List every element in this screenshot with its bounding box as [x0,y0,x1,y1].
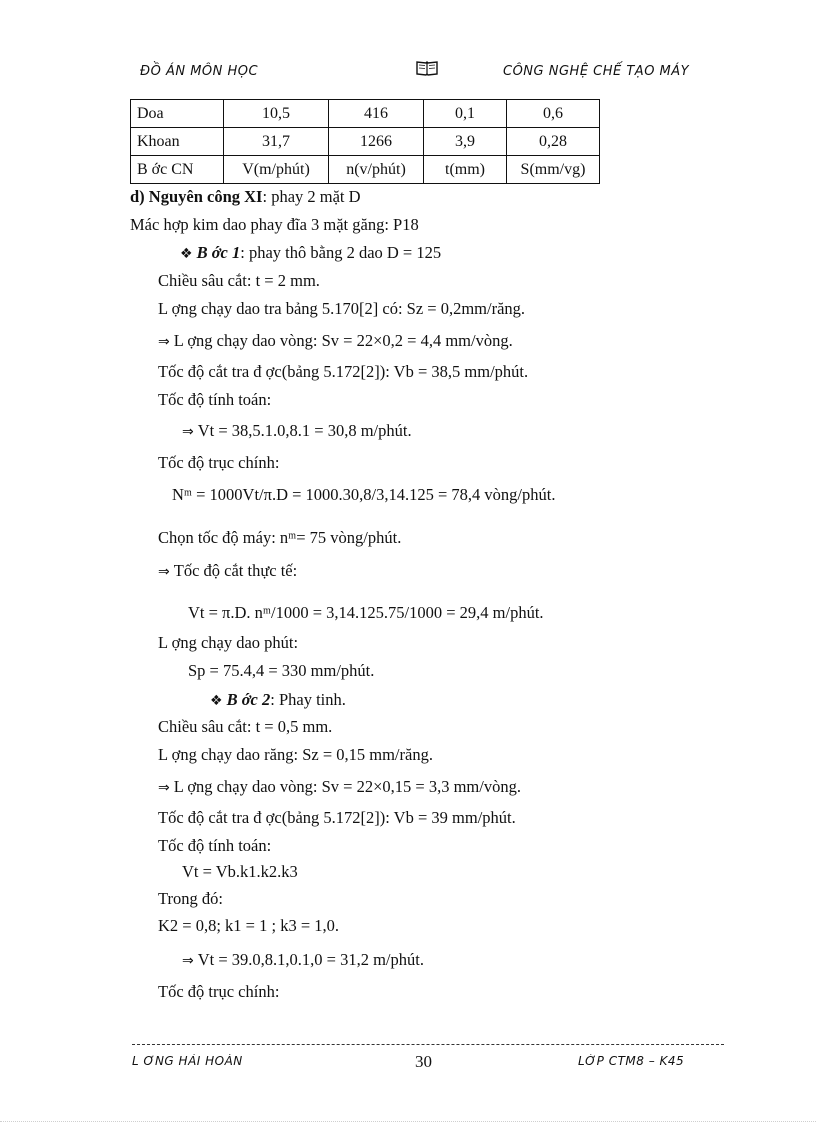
text-line-content: Vt = 38,5.1.0,8.1 = 30,8 m/phút. [197,421,412,440]
page-number: 30 [415,1052,432,1071]
text-line-content: L ợng chạy dao vòng: Sv = 22×0,2 = 4,4 mm/vòng. [173,331,513,350]
table-cell: S(mm/vg) [507,156,600,184]
table-cell: Khoan [131,128,224,156]
text-line [182,421,412,442]
footer-class: LỚP CTM8 – K45 [578,1054,685,1066]
text-line: Tốc độ trục chính: [158,453,280,472]
step-2-title: B ớc 2 [226,690,271,709]
table-cell: V(m/phút) [224,156,329,184]
step-1-description: : phay thô bằng 2 dao D = 125 [240,243,442,262]
tool-material-line: Mác hợp kim dao phay đĩa 3 mặt găng: P18 [130,215,419,234]
implies-arrow-icon: ⇒ [182,953,194,969]
text-line: Chiều sâu cắt: t = 0,5 mm. [158,717,333,736]
header-left-title: ĐỒ ÁN MÔN HỌC [140,64,259,79]
text-line [182,950,424,971]
text-line: Tốc độ cắt tra đ ợc(bảng 5.172[2]): Vb = 38,5 mm/phút. [158,362,529,381]
text-line [158,561,297,582]
footer-author: L ƠNG HẢI HOÀN [132,1054,243,1066]
table-cell: B ớc CN [131,156,224,184]
diamond-bullet-icon: ❖ [210,693,223,709]
table-row [131,128,600,156]
step-1-heading [180,243,441,264]
table-cell: 0,6 [507,100,600,128]
text-line: Tốc độ cắt tra đ ợc(bảng 5.172[2]): Vb = 39 mm/phút. [158,808,516,827]
table-cell: 10,5 [224,100,329,128]
text-line: L ợng chạy dao tra bảng 5.170[2] có: Sz = 0,2mm/răng. [158,299,526,318]
formula-line: Vt = Vb.k1.k2.k3 [182,862,298,881]
text-line: Trong đó: [158,889,223,908]
table-cell: n(v/phút) [329,156,424,184]
table-cell: 0,28 [507,128,600,156]
text-line-content: Vt = 39.0,8.1,0.1,0 = 31,2 m/phút. [197,950,424,969]
table-cell: 0,1 [424,100,507,128]
text-line: Chọn tốc độ máy: nᵐ= 75 vòng/phút. [158,528,402,547]
step-2-heading [210,690,346,711]
text-line [158,331,513,352]
implies-arrow-icon: ⇒ [158,564,170,580]
implies-arrow-icon: ⇒ [158,334,170,350]
text-line-content: Tốc độ cắt thực tế: [173,561,298,580]
table-cell: 3,9 [424,128,507,156]
table-cell: t(mm) [424,156,507,184]
text-line-content: L ợng chạy dao vòng: Sv = 22×0,15 = 3,3 mm/vòng. [173,777,521,796]
diamond-bullet-icon: ❖ [180,246,193,262]
cutting-parameters-table [130,99,600,184]
step-2-description: : Phay tinh. [270,690,346,709]
text-line: Chiều sâu cắt: t = 2 mm. [158,271,320,290]
text-line: Tốc độ tính toán: [158,836,272,855]
section-title: d) Nguyên công XI [130,187,263,206]
open-book-icon [416,60,438,76]
header-right-title: CÔNG NGHỆ CHẾ TẠO MÁY [503,64,690,79]
table-cell: Doa [131,100,224,128]
formula-line: Nᵐ = 1000Vt/π.D = 1000.30,8/3,14.125 = 78,4 vòng/phút. [172,485,556,504]
implies-arrow-icon: ⇒ [158,780,170,796]
text-line: L ợng chạy dao răng: Sz = 0,15 mm/răng. [158,745,433,764]
section-subtitle: : phay 2 mặt D [262,187,361,206]
formula-line: Vt = π.D. nᵐ/1000 = 3,14.125.75/1000 = 29,4 m/phút. [188,603,544,622]
table-header-row [131,156,600,184]
text-line: Tốc độ tính toán: [158,390,272,409]
table-cell: 31,7 [224,128,329,156]
implies-arrow-icon: ⇒ [182,424,194,440]
formula-line: Sp = 75.4,4 = 330 mm/phút. [188,661,375,680]
text-line [158,777,521,798]
step-1-title: B ớc 1 [196,243,241,262]
table-cell: 416 [329,100,424,128]
table-cell: 1266 [329,128,424,156]
text-line: L ợng chạy dao phút: [158,633,299,652]
footer-divider [132,1044,724,1045]
text-line: Tốc độ trục chính: [158,982,280,1001]
text-line: K2 = 0,8; k1 = 1 ; k3 = 1,0. [158,916,340,935]
section-heading [130,187,361,207]
table-row [131,100,600,128]
